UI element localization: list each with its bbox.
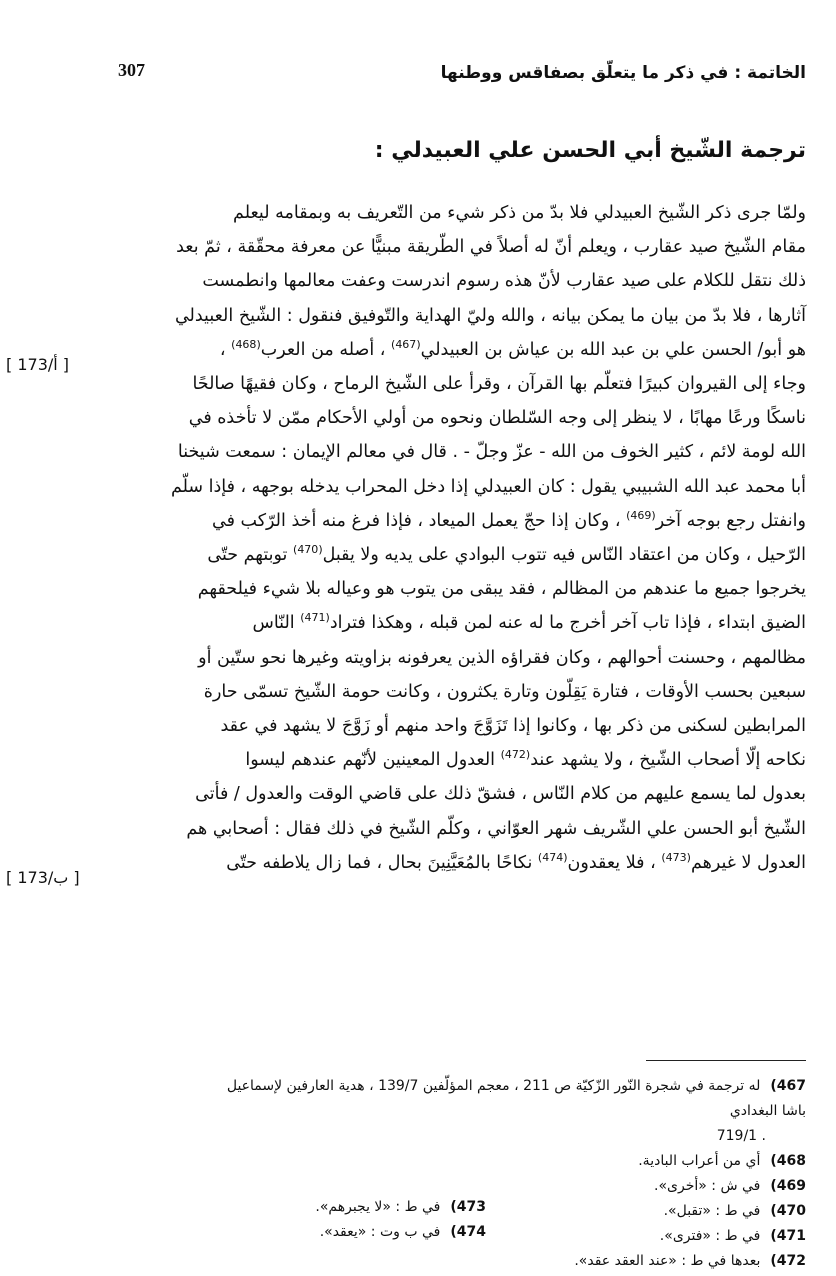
section-heading: ترجمة الشّيخ أبي الحسن علي العبيدلي : bbox=[374, 138, 806, 163]
body-line: مظالمهم ، وحسنت أحوالهم ، وكان فقراؤه الذين يعرفونه بزاويته وغيرها نحو ستّين أو bbox=[198, 647, 806, 668]
footnote-number: 473) bbox=[450, 1199, 486, 1215]
body-line: سبعين بحسب الأوقات ، فتارة يَقِلّون وتارة يكثرون ، وكانت حومة الشّيخ تسمّى حارة bbox=[203, 681, 806, 702]
footnote-number: 469) bbox=[770, 1178, 806, 1194]
footnotes bbox=[226, 1074, 806, 1274]
body-segment: ، أصله من العرب bbox=[260, 339, 386, 360]
body-segment: هو أبو/ الحسن علي بن عبد الله بن عياش بن العبيدلي bbox=[420, 339, 806, 360]
footnote bbox=[226, 1249, 806, 1274]
body-line: وجاء إلى القيروان كبيرًا فتعلّم بها القرآن ، وقرأ على الشّيخ الرماح ، وكان فقيهًا صالحًا bbox=[192, 374, 806, 395]
footnote-ref: (469) bbox=[626, 509, 656, 522]
body-segment: ، فلا يعقدون bbox=[567, 852, 656, 873]
footnote-ref: (472) bbox=[500, 748, 531, 762]
footnote-ref: (470) bbox=[293, 543, 323, 557]
body-line bbox=[116, 846, 806, 880]
body-line bbox=[116, 606, 806, 640]
body-segment: الضيق ابتداء ، فإذا تاب آخر أخرج ما له عنه لمن قبله ، وهكذا فتراد bbox=[329, 613, 806, 634]
footnote-ref: (474) bbox=[537, 851, 568, 865]
footnote bbox=[266, 1199, 486, 1215]
footnote-ref: (473) bbox=[661, 851, 691, 865]
footnote-text: أي من أعراب البادية. bbox=[638, 1153, 761, 1169]
body-line bbox=[116, 743, 806, 777]
body-line: الله لومة لائم ، كثير الخوف من الله - عزّ وجلّ - . قال في معالم الإيمان : سمعت شيخنا bbox=[177, 442, 806, 463]
footnote-ref: (471) bbox=[300, 611, 330, 625]
footnote-ref: (468) bbox=[231, 337, 261, 351]
footnote-text: في ط : «فترى». bbox=[659, 1228, 761, 1244]
footnote-text: له ترجمة في شجرة النّور الزّكيّة ص 211 ، معجم المؤلّفين 139/7 ، هدية العارفين لإسماعيل باشا البغدادي bbox=[226, 1078, 806, 1119]
footnote bbox=[226, 1149, 806, 1174]
body-segment: توبتهم حتّى bbox=[207, 545, 288, 566]
body-text bbox=[116, 196, 806, 880]
footnote-text: في ط : «تقبل». bbox=[663, 1203, 761, 1219]
body-line bbox=[116, 538, 806, 572]
footnote-rule bbox=[646, 1060, 806, 1061]
footnote-ref: (467) bbox=[391, 337, 421, 351]
body-line: مقام الشّيخ صيد عقارب ، ويعلم أنّ له أصلاً في الطّريقة مبنيًّا عن معرفة محقّقة ، ثمّ بعد bbox=[176, 237, 806, 258]
running-title: الخاتمة : في ذكر ما يتعلّق بصفاقس ووطنها bbox=[440, 63, 806, 83]
footnote-text: في ب وت : «يعقد». bbox=[319, 1224, 441, 1240]
body-line: ناسكًا ورعًا مهابًا ، لا ينظر إلى وجه السّلطان ونحوه من أولي الأحكام ممّن لا تأخذه في bbox=[188, 408, 806, 429]
footnote-text: في ش : «أخرى». bbox=[654, 1178, 761, 1194]
body-segment: النّاس bbox=[252, 613, 295, 634]
body-line: ذلك نتقل للكلام على صيد عقارب لأنّ هذه رسوم اندرست وعفت معالمها وانطمست bbox=[202, 271, 806, 292]
footnote-continuation: . 719/1 bbox=[716, 1128, 766, 1144]
footnote-number: 472) bbox=[770, 1253, 806, 1269]
body-line: بعدول لما يسمع عليهم من كلام النّاس ، فشقّ ذلك على قاضي الوقت والعدول / فأتى bbox=[195, 784, 806, 805]
footnote bbox=[266, 1224, 486, 1240]
body-segment: ، وكان إذا حجّ يعمل الميعاد ، فإذا فرغ منه أخذ الرّكب في bbox=[212, 510, 621, 531]
footnote-text: في ط : «لا يجبرهم». bbox=[315, 1199, 441, 1215]
footnote bbox=[226, 1074, 806, 1124]
body-segment: الرّحيل ، وكان من اعتقاد النّاس فيه تتوب البوادي على يديه ولا يقبل bbox=[322, 545, 806, 566]
body-line: هو أبو/ الحسن علي بن عبد الله بن عياش بن العبيدلي$^{(467)}$ ، أصله من العرب$^{(468)}$ ، bbox=[219, 337, 806, 360]
body-line: ولمّا جرى ذكر الشّيخ العبيدلي فلا بدّ من ذكر شيء من التّعريف به وبمقامه ليعلم bbox=[233, 203, 806, 223]
footnote-number: 470) bbox=[770, 1203, 806, 1219]
footnote-number: 471) bbox=[770, 1228, 806, 1244]
body-line: يخرجوا جميع ما عندهم من المظالم ، فقد يبقى من يتوب هو وعياله بلا شيء فيلحقهم bbox=[197, 579, 806, 600]
footnote-number: 474) bbox=[450, 1224, 486, 1240]
footnote-text: بعدها في ط : «عند العقد عقد». bbox=[574, 1253, 761, 1269]
body-segment: العدول المعينين لأنّهم عندهم ليسوا bbox=[245, 750, 496, 771]
body-line: المرابطين لسكنى من ذكر بها ، وكانوا إذا تَزَوَّجَ واحد منهم أو زَوَّجَ لا يشهد في عقد bbox=[220, 716, 806, 737]
body-line bbox=[116, 504, 806, 538]
folio-marker: [ 173/ب ] bbox=[6, 868, 80, 887]
folio-marker: [ 173/أ ] bbox=[6, 355, 70, 374]
body-segment: وانفتل رجع بوجه آخر bbox=[655, 510, 806, 531]
body-line: آثارها ، فلا بدّ من بيان ما يمكن بيانه ، والله وليّ الهداية والتّوفيق فنقول : الشّيخ العبيدلي bbox=[174, 305, 806, 326]
body-segment: نكاحه إلّا أصحاب الشّيخ ، ولا يشهد عند bbox=[530, 750, 806, 771]
body-line: أبا محمد عبد الله الشبيبي يقول : كان العبيدلي إذا دخل المحراب يدخله بوجهه ، فإذا سلّم bbox=[170, 476, 806, 497]
footnote-number: 468) bbox=[770, 1153, 806, 1169]
body-segment: العدول لا غيرهم bbox=[690, 852, 806, 873]
body-line: الشّيخ أبو الحسن علي الشّريف شهر العوّاني ، وكلّم الشّيخ في ذلك فقال : أصحابي هم bbox=[186, 818, 806, 839]
page-number: 307 bbox=[118, 60, 145, 80]
body-segment: نكاحًا بالمُعَيَّنِينَ بحال ، فما زال يلاطفه حتّى bbox=[226, 852, 533, 873]
footnote-number: 467) bbox=[770, 1078, 806, 1094]
footnote bbox=[226, 1174, 806, 1199]
